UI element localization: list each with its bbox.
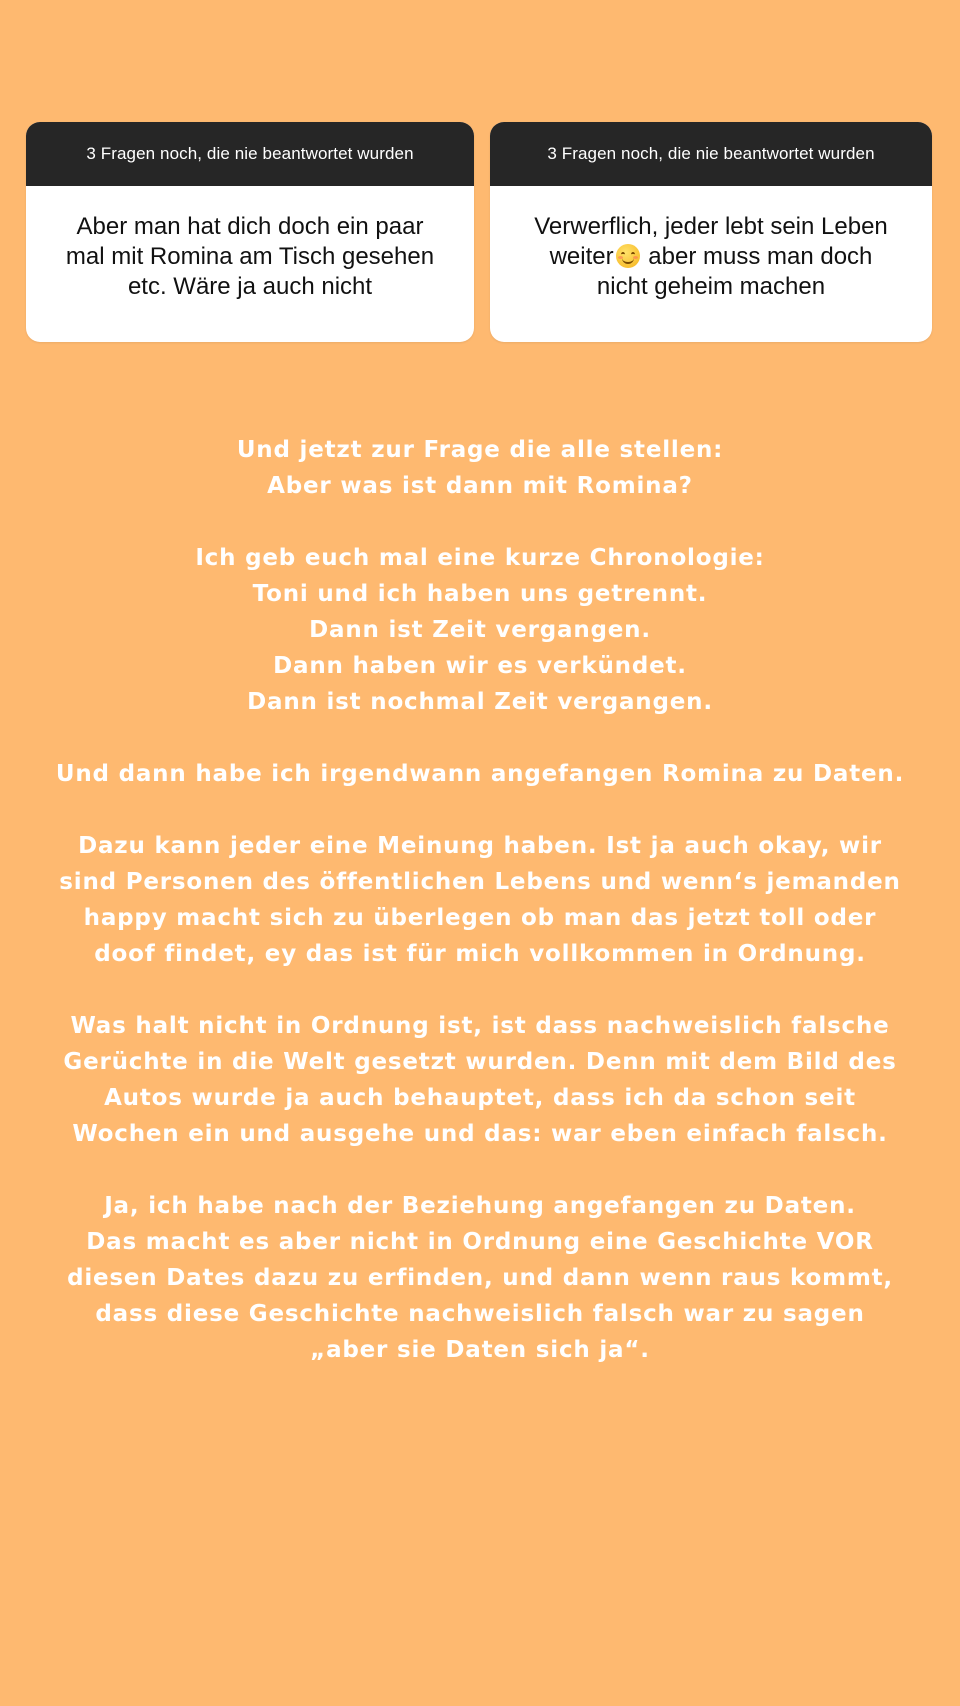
answer-line: etc. Wäre ja auch nicht: [127, 273, 373, 300]
story-line: Und dann habe ich irgendwann angefangen Romina zu Daten.: [55, 761, 905, 787]
question-card-header: 3 Fragen noch, die nie beantwortet wurden: [26, 122, 474, 186]
answer-line: [508, 242, 914, 272]
story-line: Ich geb euch mal eine kurze Chronologie:: [195, 545, 765, 571]
story-line: dass diese Geschichte nachweislich falsch war zu sagen: [95, 1301, 865, 1327]
story-line: sind Personen des öffentlichen Lebens und wenn‘s jemanden: [59, 869, 901, 895]
story-paragraph: [20, 828, 940, 972]
answer-line: nicht geheim machen: [596, 273, 826, 300]
answer-line: Aber man hat dich doch ein paar: [76, 213, 424, 240]
story-line: Und jetzt zur Frage die alle stellen:: [236, 437, 724, 463]
story-paragraph: [20, 1188, 940, 1368]
story-line: Dann ist nochmal Zeit vergangen.: [247, 689, 713, 715]
story-line: Dann ist Zeit vergangen.: [309, 617, 651, 643]
story-line: Dann haben wir es verkündet.: [273, 653, 687, 679]
question-card-1[interactable]: [26, 122, 474, 342]
question-card-answer: [26, 186, 474, 302]
story-line: Wochen ein und ausgehe und das: war eben einfach falsch.: [72, 1121, 888, 1147]
story-line: Gerüchte in die Welt gesetzt wurden. Denn mit dem Bild des: [63, 1049, 897, 1075]
answer-text: weiter: [549, 243, 614, 270]
smiling-face-icon: [616, 244, 640, 268]
story-paragraph: [20, 432, 940, 504]
question-card-header: 3 Fragen noch, die nie beantwortet wurden: [490, 122, 932, 186]
story-line: Autos wurde ja auch behauptet, dass ich da schon seit: [104, 1085, 856, 1111]
story-paragraph: [20, 540, 940, 720]
question-card-2[interactable]: [490, 122, 932, 342]
story-line: Was halt nicht in Ordnung ist, ist dass nachweislich falsche: [70, 1013, 890, 1039]
answer-line: mal mit Romina am Tisch gesehen: [65, 243, 435, 270]
story-paragraph: [20, 1008, 940, 1152]
answer-text: aber muss man doch: [641, 243, 873, 270]
story-line: happy macht sich zu überlegen ob man das jetzt toll oder: [83, 905, 877, 931]
story-line: doof findet, ey das ist für mich vollkommen in Ordnung.: [94, 941, 866, 967]
story-line: Toni und ich haben uns getrennt.: [252, 581, 708, 607]
question-card-answer: [490, 186, 932, 302]
story-line: Aber was ist dann mit Romina?: [267, 473, 693, 499]
story-text: [20, 432, 940, 1404]
story-line: Ja, ich habe nach der Beziehung angefangen zu Daten.: [104, 1193, 856, 1219]
story-line: Dazu kann jeder eine Meinung haben. Ist ja auch okay, wir: [78, 833, 882, 859]
story-line: diesen Dates dazu zu erfinden, und dann wenn raus kommt,: [67, 1265, 893, 1291]
story-line: „aber sie Daten sich ja“.: [310, 1337, 650, 1363]
answer-line: Verwerflich, jeder lebt sein Leben: [534, 213, 888, 240]
story-line: Das macht es aber nicht in Ordnung eine Geschichte VOR: [86, 1229, 874, 1255]
story-paragraph: [20, 756, 940, 792]
